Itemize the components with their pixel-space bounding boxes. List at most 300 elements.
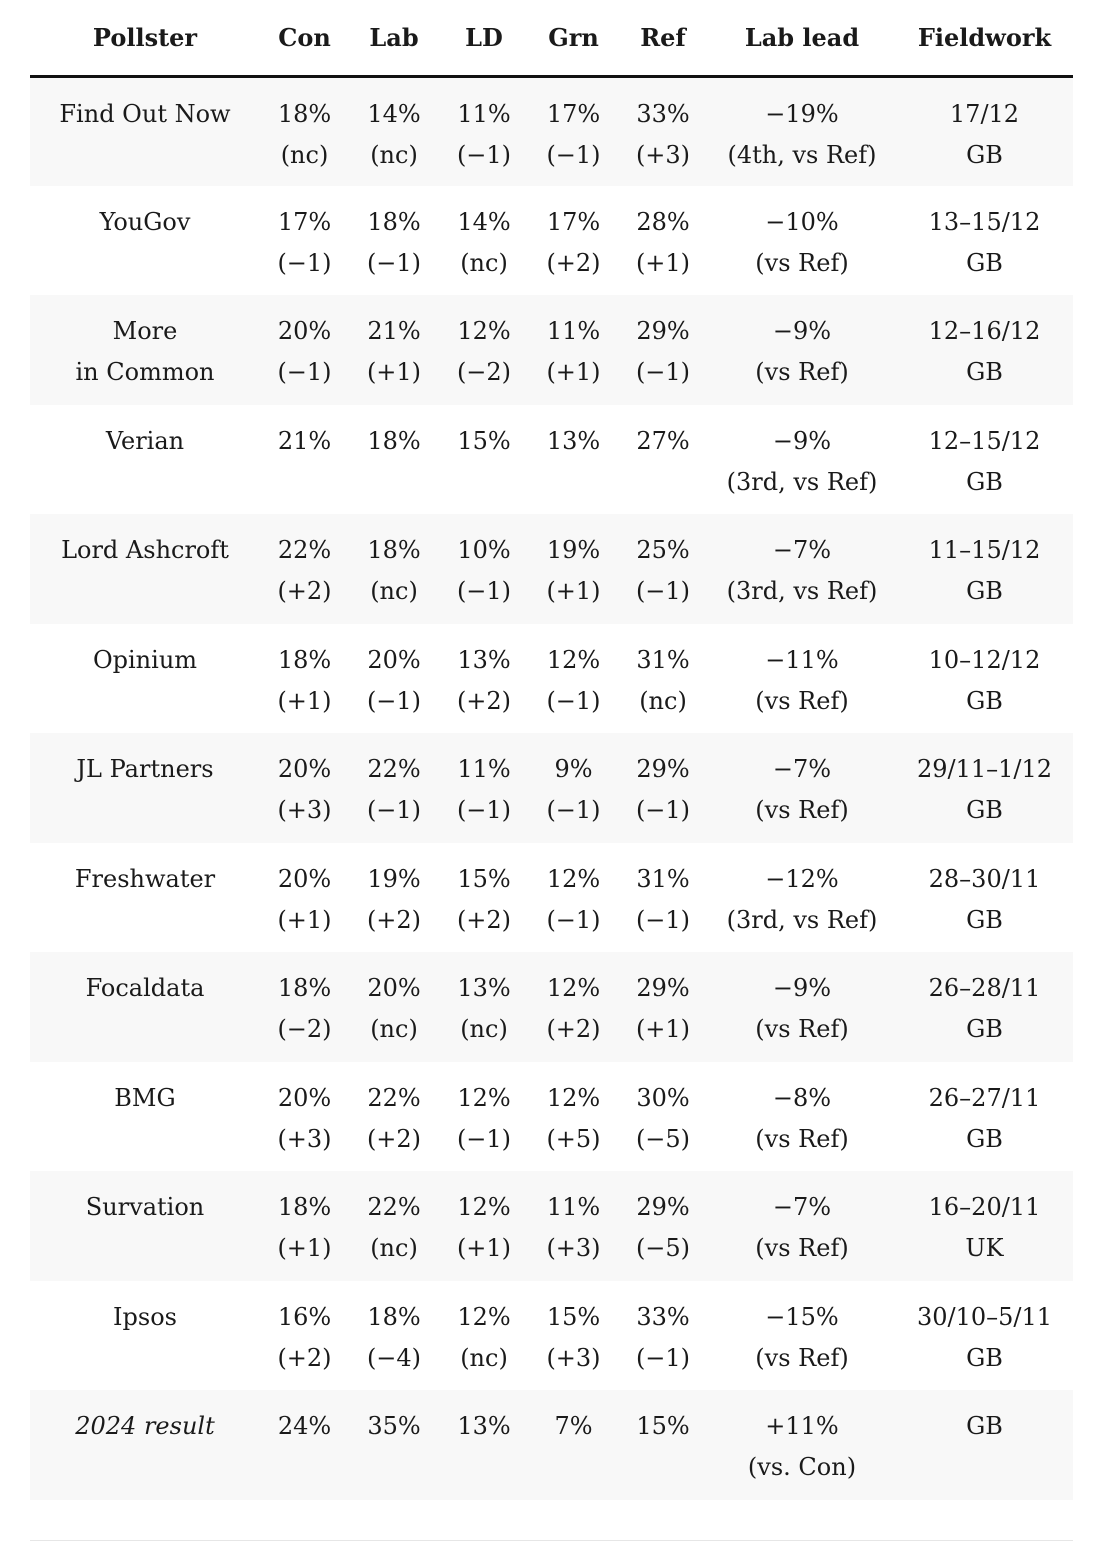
con-cell [260,624,349,734]
ld-cell-line: 13% [457,974,511,1002]
ref-cell [618,733,708,843]
lab-cell [349,733,439,843]
header-lab-lead: Lab lead [708,0,896,76]
grn-cell [529,624,618,734]
lab-cell-line: 20% [367,974,421,1002]
fieldwork-cell-line: 30/10–5/11 [916,1302,1053,1331]
fieldwork-cell [896,76,1073,186]
con-cell-line: (−1) [277,248,332,277]
grn-cell-line: (+2) [546,1015,601,1043]
fieldwork-cell [896,843,1073,953]
grn-cell [529,186,618,296]
table-row [30,1390,1073,1500]
con-cell-line: 18% [277,645,332,674]
lab-cell [349,76,439,186]
table-row [30,1281,1073,1391]
header-ld: LD [439,0,529,76]
ld-cell-line: 13% [457,645,511,674]
ref-cell-line: (−1) [635,358,691,386]
con-cell-line: 20% [277,317,332,345]
ref-cell-line: 33% [636,1302,690,1331]
grn-cell [529,405,618,515]
ld-cell-line: 10% [457,536,511,564]
pollster-cell-line: in Common [75,358,215,386]
grn-cell-line: 17% [546,207,601,236]
pollster-cell [30,186,260,296]
ref-cell-line: (−5) [635,1124,691,1153]
ld-cell [439,186,529,296]
lab-lead-cell-line: −9% [772,317,832,345]
grn-cell [529,1062,618,1172]
grn-cell-line: 11% [546,317,601,345]
ld-cell [439,624,529,734]
grn-cell-line: 12% [546,974,601,1002]
fieldwork-cell-line: 17/12 [949,99,1020,128]
ref-cell-line: (−1) [635,796,691,824]
ld-cell-line: (−2) [456,358,512,386]
con-cell [260,843,349,953]
ref-cell-line: (nc) [639,686,687,715]
con-cell-line: (nc) [280,140,329,169]
fieldwork-cell [896,295,1073,405]
ref-cell [618,1281,708,1391]
table-row [30,733,1073,843]
con-cell-line: 20% [277,755,332,783]
lab-cell-line: 22% [367,1083,421,1112]
header-con: Con [260,0,349,76]
ref-cell-line: 28% [636,207,690,236]
table-row [30,76,1073,186]
table-header-row [30,0,1073,76]
grn-cell [529,295,618,405]
con-cell-line: 24% [277,1412,332,1440]
lab-cell [349,514,439,624]
lab-cell-line: (nc) [370,577,418,605]
table-row [30,1171,1073,1281]
ref-cell-line: 15% [636,1412,690,1440]
fieldwork-cell-line: UK [965,1234,1004,1262]
ld-cell [439,843,529,953]
ref-cell [618,1171,708,1281]
lab-lead-cell-line: (3rd, vs Ref) [726,467,878,496]
ld-cell [439,1281,529,1391]
lab-cell-line: (nc) [370,1234,418,1262]
lab-lead-cell [708,186,896,296]
pollster-cell-line: BMG [114,1083,176,1112]
lab-cell-line: 35% [367,1412,421,1440]
con-cell [260,295,349,405]
fieldwork-cell [896,952,1073,1062]
pollster-cell [30,1062,260,1172]
con-cell [260,186,349,296]
con-cell-line: 18% [277,974,332,1002]
lab-lead-cell [708,295,896,405]
pollster-cell-line: Opinium [92,645,198,674]
bottom-divider [30,1540,1073,1541]
lab-lead-cell-line: (vs Ref) [755,686,849,715]
fieldwork-cell-line: GB [966,248,1003,277]
fieldwork-cell-line: GB [966,1412,1003,1440]
pollster-cell-line: 2024 result [75,1412,215,1440]
lab-cell [349,1062,439,1172]
con-cell-line: 18% [277,1193,332,1221]
fieldwork-cell-line: GB [966,686,1003,715]
fieldwork-cell-line: GB [966,577,1003,605]
lab-lead-cell-line: −11% [765,645,839,674]
lab-cell [349,186,439,296]
ld-cell-line: (+2) [456,905,512,934]
pollster-cell-line: Verian [105,426,185,455]
header-fieldwork: Fieldwork [896,0,1073,76]
con-cell-line: (+3) [277,1124,332,1153]
con-cell-line: (+1) [277,1234,332,1262]
ref-cell-line: 29% [636,317,690,345]
grn-cell-line: 17% [546,99,601,128]
grn-cell-line: (−1) [546,140,601,169]
con-cell [260,405,349,515]
lab-cell [349,1390,439,1500]
ref-cell-line: (+1) [635,1015,691,1043]
ld-cell [439,295,529,405]
ref-cell [618,1390,708,1500]
ld-cell-line: 12% [457,1193,511,1221]
table-row [30,624,1073,734]
table-body [30,76,1073,1500]
lab-lead-cell-line: −15% [765,1302,839,1331]
lab-lead-cell-line: −12% [765,864,839,893]
pollster-cell [30,295,260,405]
polling-table [30,0,1073,1500]
fieldwork-cell [896,624,1073,734]
ref-cell-line: 29% [636,755,690,783]
lab-cell [349,952,439,1062]
ref-cell-line: 31% [636,645,690,674]
con-cell-line: (+2) [277,1343,332,1372]
table-row [30,952,1073,1062]
fieldwork-cell [896,1171,1073,1281]
ld-cell-line: (−1) [456,1124,512,1153]
pollster-cell-line: YouGov [99,207,191,236]
con-cell-line: 18% [277,99,332,128]
grn-cell [529,843,618,953]
con-cell [260,1281,349,1391]
lab-cell-line: 18% [367,426,421,455]
ld-cell-line: 11% [457,99,511,128]
ld-cell-line: 14% [457,207,511,236]
grn-cell-line: (−1) [546,796,601,824]
lab-lead-cell [708,1171,896,1281]
lab-cell-line: (−4) [366,1343,422,1372]
con-cell [260,952,349,1062]
fieldwork-cell-line: 12–15/12 [928,426,1041,455]
fieldwork-cell-line: GB [966,1124,1003,1153]
fieldwork-cell-line: 26–27/11 [928,1083,1041,1112]
lab-cell-line: 22% [367,755,421,783]
pollster-cell-line: Freshwater [74,864,216,893]
fieldwork-cell-line: GB [966,1343,1003,1372]
ref-cell [618,405,708,515]
pollster-cell [30,1281,260,1391]
grn-cell [529,1171,618,1281]
ld-cell-line: 12% [457,1302,511,1331]
lab-cell-line: 18% [367,207,421,236]
con-cell-line: (−1) [277,358,332,386]
fieldwork-cell-line: 28–30/11 [928,864,1041,893]
lab-lead-cell-line: +11% [765,1412,839,1440]
pollster-cell [30,952,260,1062]
grn-cell-line: 15% [546,1302,601,1331]
con-cell [260,1171,349,1281]
con-cell-line: (+3) [277,796,332,824]
ld-cell-line: (−1) [456,796,512,824]
lab-cell [349,1281,439,1391]
lab-lead-cell [708,1390,896,1500]
con-cell [260,514,349,624]
lab-cell-line: 19% [367,864,421,893]
table-row [30,843,1073,953]
con-cell [260,1390,349,1500]
ld-cell-line: (nc) [460,1015,508,1043]
pollster-cell [30,76,260,186]
lab-lead-cell-line: −7% [772,1193,832,1221]
lab-lead-cell-line: (vs Ref) [755,1234,849,1262]
ref-cell-line: 30% [636,1083,690,1112]
grn-cell-line: 19% [546,536,601,564]
fieldwork-cell-line: 13–15/12 [928,207,1041,236]
grn-cell-line: (−1) [546,686,601,715]
pollster-cell-line: Focaldata [85,974,205,1002]
fieldwork-cell-line: 10–12/12 [928,645,1041,674]
ld-cell-line: (+1) [456,1234,512,1262]
lab-lead-cell-line: (vs Ref) [755,1015,849,1043]
grn-cell-line: 9% [554,755,593,783]
lab-lead-cell-line: (4th, vs Ref) [727,140,877,169]
lab-lead-cell-line: −7% [772,536,832,564]
grn-cell-line: (−1) [546,905,601,934]
ld-cell-line: 12% [457,317,511,345]
ld-cell-line: 15% [457,426,511,455]
header-grn: Grn [529,0,618,76]
fieldwork-cell-line: 11–15/12 [928,536,1041,564]
grn-cell-line: 7% [554,1412,593,1440]
con-cell-line: 16% [277,1302,332,1331]
lab-cell-line: 22% [367,1193,421,1221]
ld-cell-line: (+2) [456,686,512,715]
lab-cell [349,843,439,953]
fieldwork-cell [896,514,1073,624]
con-cell-line: 20% [277,1083,332,1112]
table-row [30,186,1073,296]
table-row [30,514,1073,624]
pollster-cell [30,1390,260,1500]
header-pollster: Pollster [30,0,260,76]
ref-cell-line: (−1) [635,905,691,934]
ref-cell [618,295,708,405]
ref-cell-line: 29% [636,974,690,1002]
grn-cell-line: 12% [546,645,601,674]
table-row [30,295,1073,405]
ref-cell [618,514,708,624]
lab-lead-cell [708,733,896,843]
con-cell [260,733,349,843]
fieldwork-cell [896,1062,1073,1172]
lab-cell-line: (+1) [366,358,422,386]
lab-cell-line: 18% [367,536,421,564]
grn-cell-line: 12% [546,864,601,893]
lab-lead-cell [708,843,896,953]
grn-cell [529,1390,618,1500]
pollster-cell [30,733,260,843]
lab-lead-cell-line: −19% [765,99,839,128]
ref-cell [618,952,708,1062]
con-cell-line: 20% [277,864,332,893]
fieldwork-cell-line: 29/11–1/12 [916,755,1053,783]
pollster-cell [30,514,260,624]
fieldwork-cell-line: GB [966,358,1003,386]
header-ref: Ref [618,0,708,76]
con-cell-line: (−2) [277,1015,332,1043]
ref-cell-line: (−5) [635,1234,691,1262]
ref-cell-line: (+1) [635,248,691,277]
ld-cell-line: 12% [457,1083,511,1112]
grn-cell [529,952,618,1062]
lab-cell [349,295,439,405]
pollster-cell-line: Survation [85,1193,205,1221]
fieldwork-cell-line: 12–16/12 [928,317,1041,345]
ld-cell [439,733,529,843]
con-cell-line: (+1) [277,686,332,715]
lab-lead-cell [708,514,896,624]
ref-cell-line: 33% [636,99,690,128]
fieldwork-cell-line: 26–28/11 [928,974,1041,1002]
lab-cell-line: (−1) [366,248,422,277]
lab-lead-cell-line: −10% [765,207,839,236]
grn-cell-line: (+1) [546,577,601,605]
con-cell-line: (+2) [277,577,332,605]
lab-lead-cell [708,1062,896,1172]
ld-cell [439,1171,529,1281]
grn-cell-line: (+3) [546,1343,601,1372]
fieldwork-cell [896,733,1073,843]
lab-cell-line: 21% [367,317,421,345]
pollster-cell-line: Lord Ashcroft [61,536,229,564]
fieldwork-cell [896,405,1073,515]
pollster-cell [30,624,260,734]
pollster-cell-line: Ipsos [113,1302,177,1331]
grn-cell-line: 12% [546,1083,601,1112]
grn-cell-line: (+3) [546,1234,601,1262]
fieldwork-cell-line: GB [966,140,1003,169]
lab-cell [349,405,439,515]
ld-cell [439,1390,529,1500]
lab-lead-cell-line: (vs. Con) [747,1453,857,1481]
header-lab: Lab [349,0,439,76]
grn-cell-line: 13% [546,426,601,455]
lab-lead-cell [708,624,896,734]
pollster-cell-line: More [112,317,178,345]
lab-lead-cell-line: (vs Ref) [755,1343,849,1372]
ld-cell [439,76,529,186]
lab-cell-line: 18% [367,1302,421,1331]
ref-cell-line: 31% [636,864,690,893]
grn-cell [529,76,618,186]
lab-lead-cell-line: (vs Ref) [755,796,849,824]
lab-cell-line: (nc) [370,140,418,169]
fieldwork-cell [896,1390,1073,1500]
con-cell-line: (+1) [277,905,332,934]
fieldwork-cell-line: GB [966,905,1003,934]
polling-table-container [30,0,1073,1500]
lab-lead-cell-line: −8% [772,1083,832,1112]
lab-lead-cell [708,1281,896,1391]
ld-cell [439,1062,529,1172]
fieldwork-cell-line: GB [966,796,1003,824]
lab-lead-cell-line: (vs Ref) [755,248,849,277]
con-cell-line: 22% [277,536,332,564]
lab-lead-cell [708,405,896,515]
grn-cell [529,733,618,843]
lab-lead-cell-line: −7% [772,755,832,783]
ref-cell-line: (−1) [635,577,691,605]
ref-cell [618,843,708,953]
ref-cell-line: (+3) [635,140,691,169]
lab-lead-cell-line: (vs Ref) [755,358,849,386]
grn-cell-line: 11% [546,1193,601,1221]
pollster-cell-line: JL Partners [76,755,214,783]
ld-cell-line: (nc) [460,248,508,277]
lab-lead-cell [708,952,896,1062]
ref-cell-line: 25% [636,536,690,564]
ld-cell-line: 13% [457,1412,511,1440]
ref-cell-line: 29% [636,1193,690,1221]
lab-lead-cell [708,76,896,186]
con-cell-line: 21% [277,426,332,455]
grn-cell-line: (+5) [546,1124,601,1153]
grn-cell-line: (+2) [546,248,601,277]
fieldwork-cell [896,186,1073,296]
pollster-cell [30,405,260,515]
pollster-cell [30,843,260,953]
lab-cell-line: (+2) [366,905,422,934]
con-cell-line: 17% [277,207,332,236]
con-cell [260,76,349,186]
lab-cell-line: (+2) [366,1124,422,1153]
lab-lead-cell-line: (3rd, vs Ref) [726,905,878,934]
lab-cell-line: (−1) [366,796,422,824]
ld-cell-line: (−1) [456,140,512,169]
ld-cell-line: (−1) [456,577,512,605]
lab-cell-line: 14% [367,99,421,128]
ld-cell [439,514,529,624]
fieldwork-cell-line: GB [966,1015,1003,1043]
ref-cell-line: (−1) [635,1343,691,1372]
lab-cell-line: (nc) [370,1015,418,1043]
ld-cell-line: (nc) [460,1343,508,1372]
ld-cell [439,952,529,1062]
ref-cell [618,186,708,296]
table-row [30,1062,1073,1172]
grn-cell [529,514,618,624]
lab-cell [349,1171,439,1281]
lab-cell-line: 20% [367,645,421,674]
fieldwork-cell [896,1281,1073,1391]
ref-cell [618,1062,708,1172]
ld-cell-line: 11% [457,755,511,783]
ref-cell [618,624,708,734]
lab-lead-cell-line: −9% [772,426,832,455]
lab-cell-line: (−1) [366,686,422,715]
ld-cell-line: 15% [457,864,511,893]
